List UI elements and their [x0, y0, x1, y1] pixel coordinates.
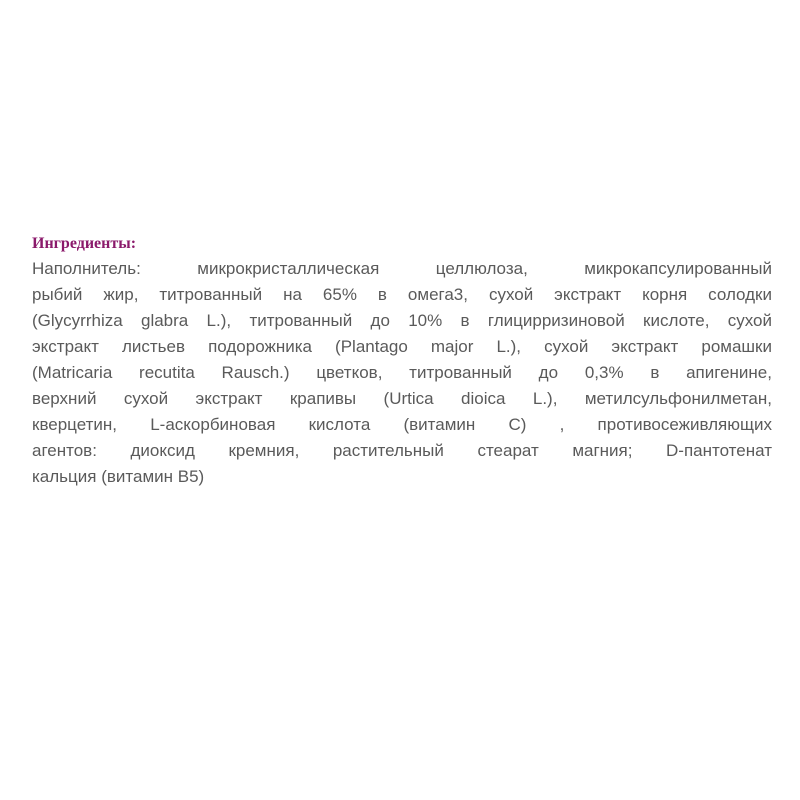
ingredients-line: верхний сухой экстракт крапивы (Urtica dioica L.), метилсульфонилметан, [32, 389, 772, 408]
ingredients-line: экстракт листьев подорожника (Plantago major L.), сухой экстракт ромашки [32, 337, 772, 356]
ingredients-section [32, 232, 772, 490]
ingredients-line: кверцетин, L-аскорбиновая кислота (витамин С) , противосеживляющих [32, 415, 772, 434]
ingredients-line: рыбий жир, титрованный на 65% в омега3, сухой экстракт корня солодки [32, 285, 772, 304]
ingredients-line: агентов: диоксид кремния, растительный стеарат магния; D-пантотенат [32, 441, 772, 460]
ingredients-text [32, 256, 772, 490]
ingredients-line: кальция (витамин B5) [32, 467, 205, 486]
ingredients-line: (Glycyrrhiza glabra L.), титрованный до 10% в глицирризиновой кислоте, сухой [32, 311, 772, 330]
ingredients-line: (Matricaria recutita Rausch.) цветков, титрованный до 0,3% в апигенине, [32, 363, 772, 382]
ingredients-heading: Ингредиенты: [32, 235, 137, 252]
ingredients-line: Наполнитель: микрокристаллическая целлюлоза, микрокапсулированный [32, 259, 772, 278]
